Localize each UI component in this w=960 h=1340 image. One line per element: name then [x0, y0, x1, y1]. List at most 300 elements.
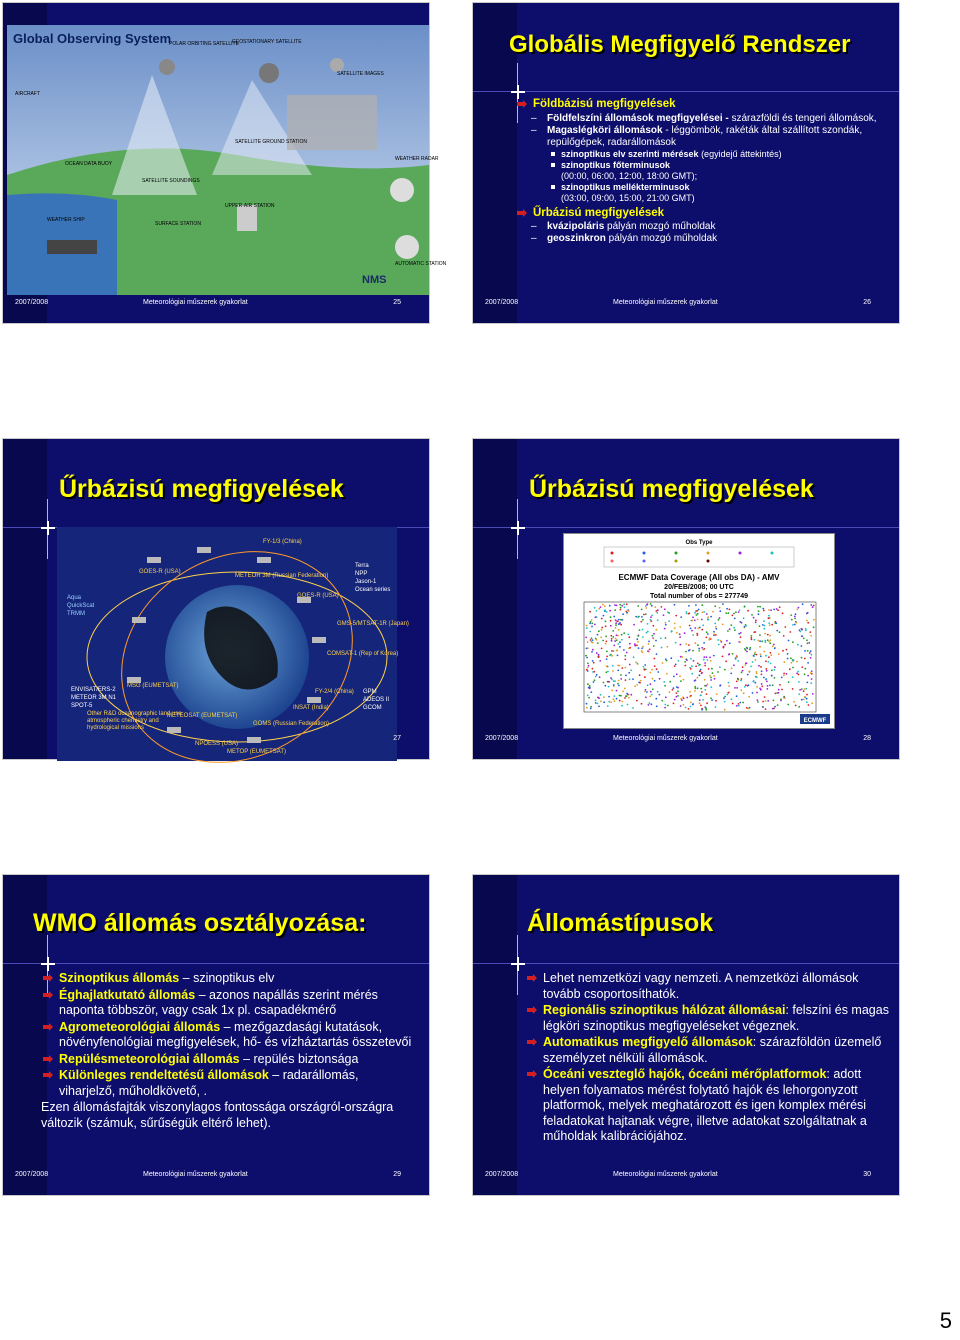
obs-dot	[604, 605, 606, 607]
obs-dot	[763, 628, 765, 630]
obs-dot	[796, 622, 798, 624]
obs-dot	[590, 639, 592, 641]
obs-dot	[807, 622, 809, 624]
obs-dot	[619, 641, 621, 643]
obs-dot	[680, 616, 682, 618]
obs-dot	[796, 661, 798, 663]
obs-dot	[743, 617, 745, 619]
obs-dot	[811, 702, 813, 704]
obs-dot	[701, 691, 703, 693]
obs-dot	[765, 641, 767, 643]
obs-dot	[733, 664, 735, 666]
obs-dot	[689, 625, 691, 627]
slide-number: 29	[393, 1171, 401, 1178]
obs-dot	[775, 622, 777, 624]
obs-dot	[635, 661, 637, 663]
obs-dot	[665, 696, 667, 698]
obs-dot	[704, 679, 706, 681]
obs-dot	[713, 631, 715, 633]
obs-dot	[640, 680, 642, 682]
obs-dot	[620, 619, 622, 621]
obs-dot	[727, 612, 729, 614]
obs-dot	[611, 690, 613, 692]
obs-dot	[807, 662, 809, 664]
obs-dot	[769, 635, 771, 637]
obs-dot	[755, 621, 757, 623]
svg-text:QuickScat: QuickScat	[67, 603, 95, 609]
arrow-bullet-icon	[517, 100, 527, 108]
obs-dot	[602, 640, 604, 642]
obs-dot	[652, 678, 654, 680]
obs-dot	[603, 701, 605, 703]
obs-dot	[646, 604, 648, 606]
bullet-space: Űrbázisú megfigyelések	[517, 206, 891, 221]
obs-dot	[697, 613, 699, 615]
svg-text:GOES-R (USA): GOES-R (USA)	[297, 593, 339, 599]
obs-dot	[769, 642, 771, 644]
obs-dot	[747, 708, 749, 710]
obs-dot	[767, 639, 769, 641]
obs-dot	[641, 609, 643, 611]
obs-dot	[792, 660, 794, 662]
obs-dot	[741, 671, 743, 673]
obs-dot	[786, 649, 788, 651]
obs-dot	[794, 616, 796, 618]
arrow-bullet-icon	[43, 1023, 53, 1031]
obs-dot	[719, 610, 721, 612]
obs-dot	[807, 642, 809, 644]
obs-dot	[636, 700, 638, 702]
obs-dot	[589, 611, 591, 613]
ecmwf-coverage-map	[563, 533, 835, 729]
obs-dot	[647, 623, 649, 625]
obs-dot	[795, 613, 797, 615]
obs-dot	[654, 658, 656, 660]
obs-dot	[768, 656, 770, 658]
slide-footer: 2007/2008 Meteorológiai műszerek gyakorlat 30	[485, 1171, 871, 1178]
obs-dot	[738, 703, 740, 705]
obs-dot	[661, 700, 663, 702]
obs-dot	[756, 654, 758, 656]
arrow-bullet-icon	[43, 1071, 53, 1079]
obs-dot	[606, 665, 608, 667]
obs-dot	[627, 634, 629, 636]
obs-dot	[768, 641, 770, 643]
slide-content: Lehet nemzetközi vagy nemzeti. A nemzetközi állomások tovább csoportosíthatók. Regionális szinoptikus hálózat állomásai: felszíni és magas légköri szinoptikus megfigyeléseket végeznek. Automatikus megfigyelő állomások: szárazföldön üzemelő személyzet nélküli állomások. Óceáni veszteglő hajók, óceáni mérőplatformok: adott helyen folyamatos mérést folytató hajók és lehorgonyzott platformok, melyek meghatározott és igen komplex mérési feladatokat hajtanak végre, illetve adatokat szolgáltatnak a műholdak kalibrációjához.	[527, 971, 895, 1146]
slide-title: Állomástípusok	[527, 909, 714, 937]
obs-dot	[636, 638, 638, 640]
obs-dot	[782, 650, 784, 652]
obs-dot	[650, 620, 652, 622]
obs-dot	[764, 696, 766, 698]
obs-dot	[647, 684, 649, 686]
obs-dot	[632, 678, 634, 680]
obs-dot	[697, 677, 699, 679]
obs-dot	[713, 675, 715, 677]
obs-dot	[741, 622, 743, 624]
sparkle-decoration	[511, 957, 525, 971]
obs-dot	[628, 610, 630, 612]
obs-dot	[607, 705, 609, 707]
obs-dot	[620, 678, 622, 680]
obs-dot	[808, 642, 810, 644]
obs-dot	[679, 626, 681, 628]
obs-dot	[597, 634, 599, 636]
obs-dot	[645, 696, 647, 698]
svg-text:FY-1/3 (China): FY-1/3 (China)	[263, 539, 302, 545]
obs-dot	[597, 703, 599, 705]
obs-dot	[617, 620, 619, 622]
obs-dot	[666, 646, 668, 648]
obs-dot	[774, 677, 776, 679]
obs-dot	[603, 696, 605, 698]
obs-dot	[592, 671, 594, 673]
obs-dot	[780, 698, 782, 700]
obs-dot	[586, 648, 588, 650]
svg-text:GCOM: GCOM	[363, 705, 382, 711]
obs-dot	[700, 694, 702, 696]
obs-dot	[774, 648, 776, 650]
arrow-bullet-icon	[527, 1006, 537, 1014]
obs-dot	[588, 697, 590, 699]
obs-dot	[686, 611, 688, 613]
obs-dot	[601, 629, 603, 631]
obs-dot	[774, 706, 776, 708]
obs-dot	[722, 624, 724, 626]
obs-dot	[778, 692, 780, 694]
obs-dot	[591, 626, 593, 628]
obs-dot	[767, 685, 769, 687]
obs-dot	[628, 636, 630, 638]
obs-dot	[663, 614, 665, 616]
obs-dot	[697, 634, 699, 636]
obs-dot	[760, 689, 762, 691]
obs-dot	[775, 693, 777, 695]
obs-dot	[674, 665, 676, 667]
svg-text:AUTOMATIC STATION: AUTOMATIC STATION	[395, 261, 447, 267]
obs-dot	[753, 617, 755, 619]
obs-dot	[694, 642, 696, 644]
obs-dot	[726, 608, 728, 610]
obs-dot	[791, 662, 793, 664]
obs-dot	[730, 673, 732, 675]
obs-dot	[736, 687, 738, 689]
obs-dot	[649, 649, 651, 651]
obs-dot	[683, 704, 685, 706]
obs-dot	[756, 673, 758, 675]
obs-dot	[669, 681, 671, 683]
obs-dot	[653, 625, 655, 627]
obs-dot	[796, 672, 798, 674]
obs-dot	[679, 675, 681, 677]
obs-dot	[643, 614, 645, 616]
obs-dot	[613, 645, 615, 647]
obs-dot	[650, 683, 652, 685]
obs-dot	[729, 642, 731, 644]
obs-dot	[798, 674, 800, 676]
obs-dot	[811, 670, 813, 672]
obs-dot	[701, 619, 703, 621]
obs-dot	[805, 630, 807, 632]
obs-dot	[605, 625, 607, 627]
svg-text:SATELLITE GROUND STATION: SATELLITE GROUND STATION	[235, 139, 307, 145]
obs-dot	[778, 689, 780, 691]
svg-text:NPP: NPP	[355, 571, 368, 577]
obs-dot	[610, 701, 612, 703]
obs-dot	[651, 615, 653, 617]
obs-dot	[749, 647, 751, 649]
obs-dot	[620, 607, 622, 609]
obs-dot	[664, 608, 666, 610]
obs-dot	[695, 665, 697, 667]
obs-dot	[671, 631, 673, 633]
obs-dot	[684, 661, 686, 663]
obs-dot	[613, 695, 615, 697]
obs-dot	[744, 626, 746, 628]
slide-25	[2, 2, 447, 324]
obs-dot	[705, 709, 707, 711]
obs-dot	[618, 685, 620, 687]
svg-text:NPOESS (USA): NPOESS (USA)	[195, 741, 239, 747]
obs-dot	[624, 655, 626, 657]
obs-dot	[609, 655, 611, 657]
obs-dot	[731, 698, 733, 700]
obs-dot	[624, 697, 626, 699]
obs-dot	[761, 686, 763, 688]
obs-dot	[677, 687, 679, 689]
obs-dot	[806, 613, 808, 615]
obs-dot	[617, 655, 619, 657]
obs-dot	[710, 679, 712, 681]
obs-dot	[616, 690, 618, 692]
obs-dot	[715, 626, 717, 628]
svg-text:METEOR 3M N1: METEOR 3M N1	[71, 695, 117, 701]
slide-27	[2, 438, 430, 760]
obs-dot	[804, 668, 806, 670]
obs-dot	[781, 677, 783, 679]
obs-dot	[729, 609, 731, 611]
obs-dot	[745, 684, 747, 686]
obs-dot	[717, 671, 719, 673]
obs-dot	[706, 693, 708, 695]
obs-dot	[804, 673, 806, 675]
obs-dot	[598, 630, 600, 632]
obs-dot	[614, 700, 616, 702]
obs-dot	[779, 631, 781, 633]
obs-dot	[792, 667, 794, 669]
obs-dot	[612, 665, 614, 667]
obs-dot	[811, 654, 813, 656]
obs-dot	[630, 669, 632, 671]
obs-dot	[629, 647, 631, 649]
obs-dot	[809, 652, 811, 654]
obs-dot	[708, 668, 710, 670]
obs-dot	[657, 619, 659, 621]
svg-text:GOES-R (USA): GOES-R (USA)	[139, 569, 181, 575]
obs-dot	[697, 619, 699, 621]
obs-dot	[626, 652, 628, 654]
obs-dot	[714, 605, 716, 607]
obs-dot	[699, 670, 701, 672]
obs-dot	[706, 702, 708, 704]
obs-dot	[810, 657, 812, 659]
obs-dot	[691, 665, 693, 667]
obs-dot	[606, 611, 608, 613]
svg-text:UPPER-AIR STATION: UPPER-AIR STATION	[225, 203, 275, 209]
obs-dot	[729, 628, 731, 630]
obs-dot	[592, 660, 594, 662]
obs-dot	[645, 669, 647, 671]
svg-text:Ocean series: Ocean series	[355, 587, 391, 593]
obs-dot	[804, 650, 806, 652]
obs-dot	[585, 637, 587, 639]
svg-text:NMS: NMS	[362, 274, 387, 286]
obs-dot	[598, 705, 600, 707]
obs-dot	[600, 700, 602, 702]
obs-dot	[756, 686, 758, 688]
obs-dot	[605, 671, 607, 673]
obs-dot	[746, 651, 748, 653]
obs-dot	[792, 624, 794, 626]
obs-dot	[680, 705, 682, 707]
obs-dot	[636, 684, 638, 686]
obs-dot	[786, 673, 788, 675]
obs-dot	[723, 647, 725, 649]
obs-dot	[748, 670, 750, 672]
obs-dot	[710, 616, 712, 618]
obs-dot	[657, 609, 659, 611]
obs-dot	[653, 645, 655, 647]
gos-title: Global Observing System	[13, 31, 172, 46]
obs-dot	[664, 707, 666, 709]
obs-dot	[649, 696, 651, 698]
obs-dot	[703, 659, 705, 661]
obs-dot	[706, 631, 708, 633]
obs-dot	[628, 672, 630, 674]
obs-dot	[641, 647, 643, 649]
obs-dot	[608, 681, 610, 683]
obs-dot	[611, 678, 613, 680]
obs-dot	[656, 612, 658, 614]
obs-dot	[668, 612, 670, 614]
obs-dot	[606, 641, 608, 643]
obs-dot	[769, 624, 771, 626]
obs-dot	[632, 707, 634, 709]
obs-dot	[625, 679, 627, 681]
obs-dot	[765, 668, 767, 670]
svg-text:GEOSTATIONARY SATELLITE: GEOSTATIONARY SATELLITE	[232, 39, 302, 45]
svg-text:TRMM: TRMM	[67, 611, 85, 617]
obs-dot	[776, 608, 778, 610]
obs-dot	[766, 670, 768, 672]
obs-dot	[692, 650, 694, 652]
obs-dot	[711, 668, 713, 670]
obs-dot	[773, 708, 775, 710]
slide-footer: 2007/2008 Meteorológiai műszerek gyakorlat 29	[15, 1171, 401, 1178]
obs-dot	[600, 636, 602, 638]
obs-dot	[709, 637, 711, 639]
obs-dot	[605, 643, 607, 645]
bullet-ground: Földbázisú megfigyelések	[517, 97, 891, 112]
obs-dot	[623, 649, 625, 651]
obs-dot	[712, 611, 714, 613]
obs-dot	[676, 632, 678, 634]
obs-dot	[621, 639, 623, 641]
obs-dot	[593, 662, 595, 664]
obs-dot	[699, 627, 701, 629]
obs-dot	[638, 682, 640, 684]
obs-dot	[692, 634, 694, 636]
obs-dot	[713, 633, 715, 635]
obs-dot	[783, 673, 785, 675]
obs-dot	[763, 610, 765, 612]
obs-dot	[760, 655, 762, 657]
obs-dot	[731, 667, 733, 669]
obs-dot	[600, 606, 602, 608]
obs-dot	[664, 628, 666, 630]
obs-dot	[688, 644, 690, 646]
obs-dot	[719, 666, 721, 668]
obs-dot	[789, 631, 791, 633]
obs-dot	[622, 613, 624, 615]
obs-dot	[759, 640, 761, 642]
slide-number: 28	[863, 735, 871, 742]
obs-dot	[690, 702, 692, 704]
obs-dot	[752, 661, 754, 663]
obs-dot	[742, 666, 744, 668]
obs-dot	[586, 657, 588, 659]
obs-dot	[751, 639, 753, 641]
obs-dot	[737, 660, 739, 662]
closing-paragraph: Ezen állomásfajták viszonylagos fontossága országról-országra változik (számuk, sűrűségük eltérő lehet).	[41, 1100, 394, 1130]
obs-dot	[715, 634, 717, 636]
obs-dot	[727, 692, 729, 694]
obs-dot	[704, 685, 706, 687]
obs-dot	[686, 659, 688, 661]
obs-dot	[638, 647, 640, 649]
obs-dot	[586, 707, 588, 709]
obs-dot	[795, 705, 797, 707]
obs-dot	[782, 612, 784, 614]
obs-dot	[621, 705, 623, 707]
obs-dot	[792, 676, 794, 678]
obs-dot	[670, 657, 672, 659]
obs-dot	[768, 609, 770, 611]
obs-dot	[669, 691, 671, 693]
obs-dot	[604, 609, 606, 611]
obs-dot	[791, 619, 793, 621]
obs-dot	[639, 629, 641, 631]
obs-dot	[810, 682, 812, 684]
obs-dot	[799, 689, 801, 691]
obs-dot	[633, 656, 635, 658]
obs-dot	[690, 658, 692, 660]
obs-dot	[618, 629, 620, 631]
obs-dot	[606, 658, 608, 660]
slide-footer: 2007/2008 Meteorológiai műszerek gyakorlat 28	[485, 735, 871, 742]
obs-dot	[721, 641, 723, 643]
slide-number: 27	[393, 735, 401, 742]
obs-dot	[760, 666, 762, 668]
slide-26	[472, 2, 900, 324]
obs-dot	[680, 644, 682, 646]
obs-dot	[728, 685, 730, 687]
svg-text:SPOT-5: SPOT-5	[71, 703, 93, 709]
obs-dot	[642, 629, 644, 631]
legend-title: Obs Type	[685, 540, 713, 546]
obs-dot	[620, 624, 622, 626]
obs-dot	[736, 695, 738, 697]
